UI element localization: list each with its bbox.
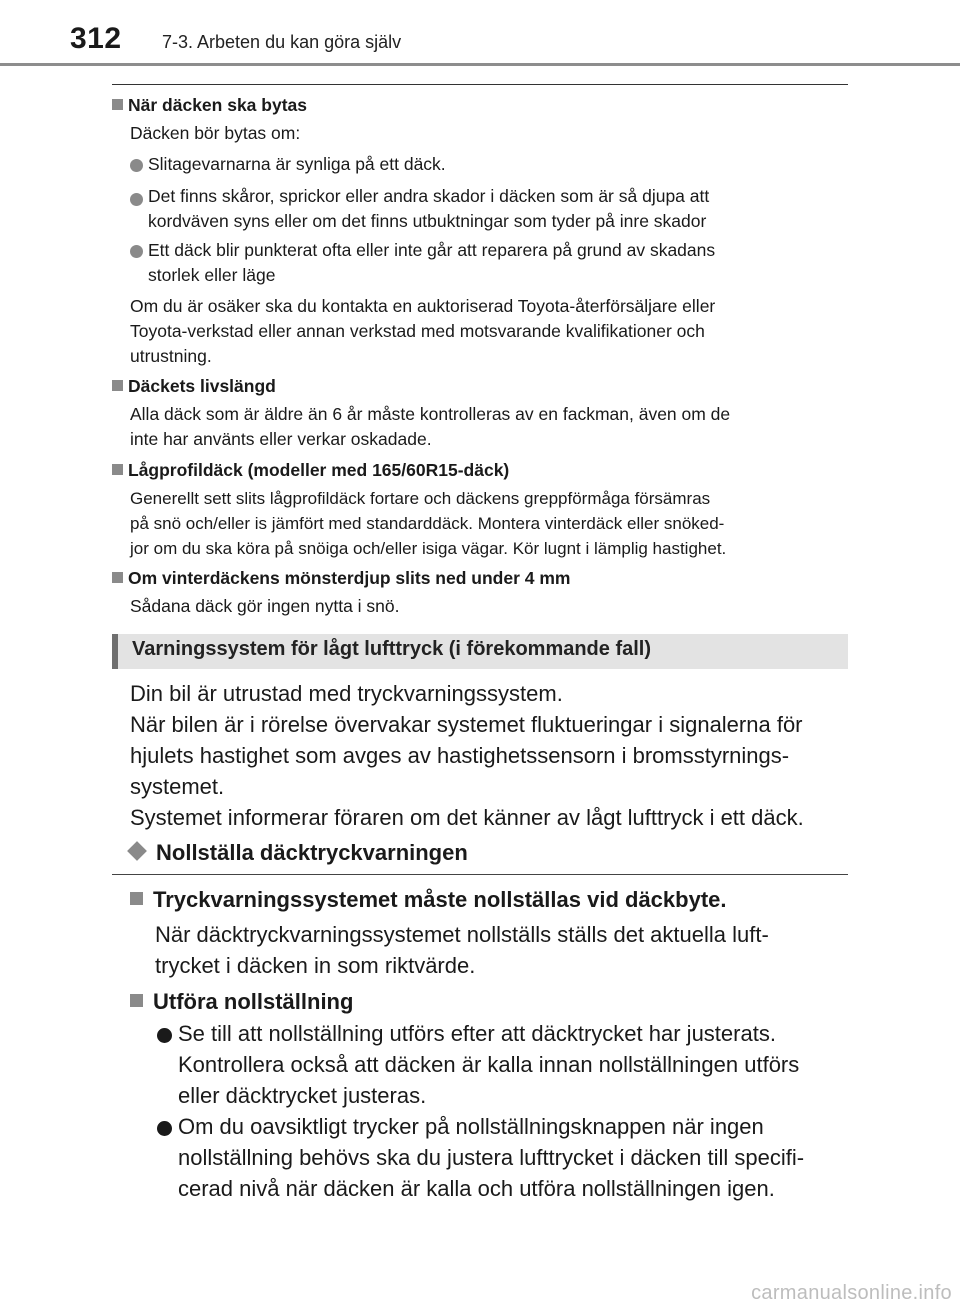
heading-reset-sub1: Tryckvarningssystemet måste nollställas vid däckbyte.	[130, 884, 727, 915]
round-bullet-icon	[157, 1121, 172, 1136]
reset-bullet-1: Se till att nollställning utförs efter att däcktrycket har justerats. Kontrollera också att däcken är kalla innan nollställningen utförs eller däcktrycket justeras.	[178, 1021, 800, 1108]
square-bullet-icon	[112, 99, 123, 110]
watermark: carmanualsonline.info	[751, 1282, 952, 1304]
bullet-punctured: Ett däck blir punkterat ofta eller inte går att reparera på grund av skadans storlek eller läge	[148, 240, 716, 285]
winter-tread-text: Sådana däck gör ingen nytta i snö.	[130, 596, 400, 616]
square-bullet-icon	[112, 464, 123, 475]
heading-reset-rule	[112, 874, 848, 875]
square-bullet-icon	[130, 994, 143, 1007]
round-bullet-icon	[130, 245, 143, 258]
banner-title: Varningssystem för lågt lufttryck (i förekommande fall)	[132, 638, 652, 660]
section-title: 7-3. Arbeten du kan göra själv	[162, 32, 402, 52]
tire-replace-note: Om du är osäker ska du kontakta en auktoriserad Toyota-återförsäljare eller Toyota-verkstad eller annan verkstad med motsvarande kvalifikationer och utrustning.	[130, 296, 716, 366]
low-profile-text: Generellt sett slits lågprofildäck fortare och däckens greppförmåga försämras på snö och/eller is jämfört med standarddäck. Montera vinterdäck eller snöked- jor om du ska köra på snöiga och/eller isiga vägar. Kör lugnt i lämplig hastighet.	[130, 489, 727, 558]
section-banner	[112, 634, 848, 669]
heading-winter-tread: Om vinterdäckens mönsterdjup slits ned under 4 mm	[112, 566, 570, 591]
square-bullet-icon	[112, 380, 123, 391]
header-rule	[0, 63, 960, 66]
round-bullet-icon	[130, 159, 143, 172]
heading-reset: Nollställa däcktryckvarningen	[156, 840, 468, 865]
content-top-rule	[112, 84, 848, 85]
heading-low-profile: Lågprofildäck (modeller med 165/60R15-däck)	[112, 458, 509, 483]
round-bullet-icon	[157, 1028, 172, 1043]
heading-tire-replace: När däcken ska bytas	[112, 93, 307, 118]
bullet-cracks: Det finns skåror, sprickor eller andra skador i däcken som är så djupa att kordväven syns eller om det finns utbuktningar som tyder på inre skador	[148, 186, 710, 231]
heading-tire-life: Däckets livslängd	[112, 374, 276, 399]
page-header	[0, 0, 960, 70]
square-bullet-icon	[112, 572, 123, 583]
tire-replace-intro: Däcken bör bytas om:	[130, 123, 301, 143]
reset-bullet-2: Om du oavsiktligt trycker på nollställningsknappen när ingen nollställning behövs ska du justera lufttrycket i däcken till specifi- cerad nivå när däcken är kalla och utföra nollställningen igen.	[178, 1114, 805, 1201]
tpws-paragraph: Din bil är utrustad med tryckvarningssystem. När bilen är i rörelse övervakar systemet fluktueringar i signalerna för hjulets hastighet som avges av hastighetssensorn i bromsstyrnings- systemet. Systemet informerar föraren om det känner av lågt lufttryck i ett däck.	[130, 681, 804, 830]
diamond-bullet-icon	[127, 841, 147, 861]
square-bullet-icon	[130, 892, 143, 905]
bullet-wear-indicators: Slitagevarnarna är synliga på ett däck.	[148, 154, 446, 174]
reset-sub1-text: När däcktryckvarningssystemet nollställs ställs det aktuella luft- trycket i däcken in som riktvärde.	[155, 922, 769, 978]
heading-reset-sub2: Utföra nollställning	[130, 986, 353, 1017]
page-number: 312	[70, 22, 122, 55]
tire-life-text: Alla däck som är äldre än 6 år måste kontrolleras av en fackman, även om de inte har använts eller verkar oskadade.	[130, 404, 731, 449]
round-bullet-icon	[130, 193, 143, 206]
